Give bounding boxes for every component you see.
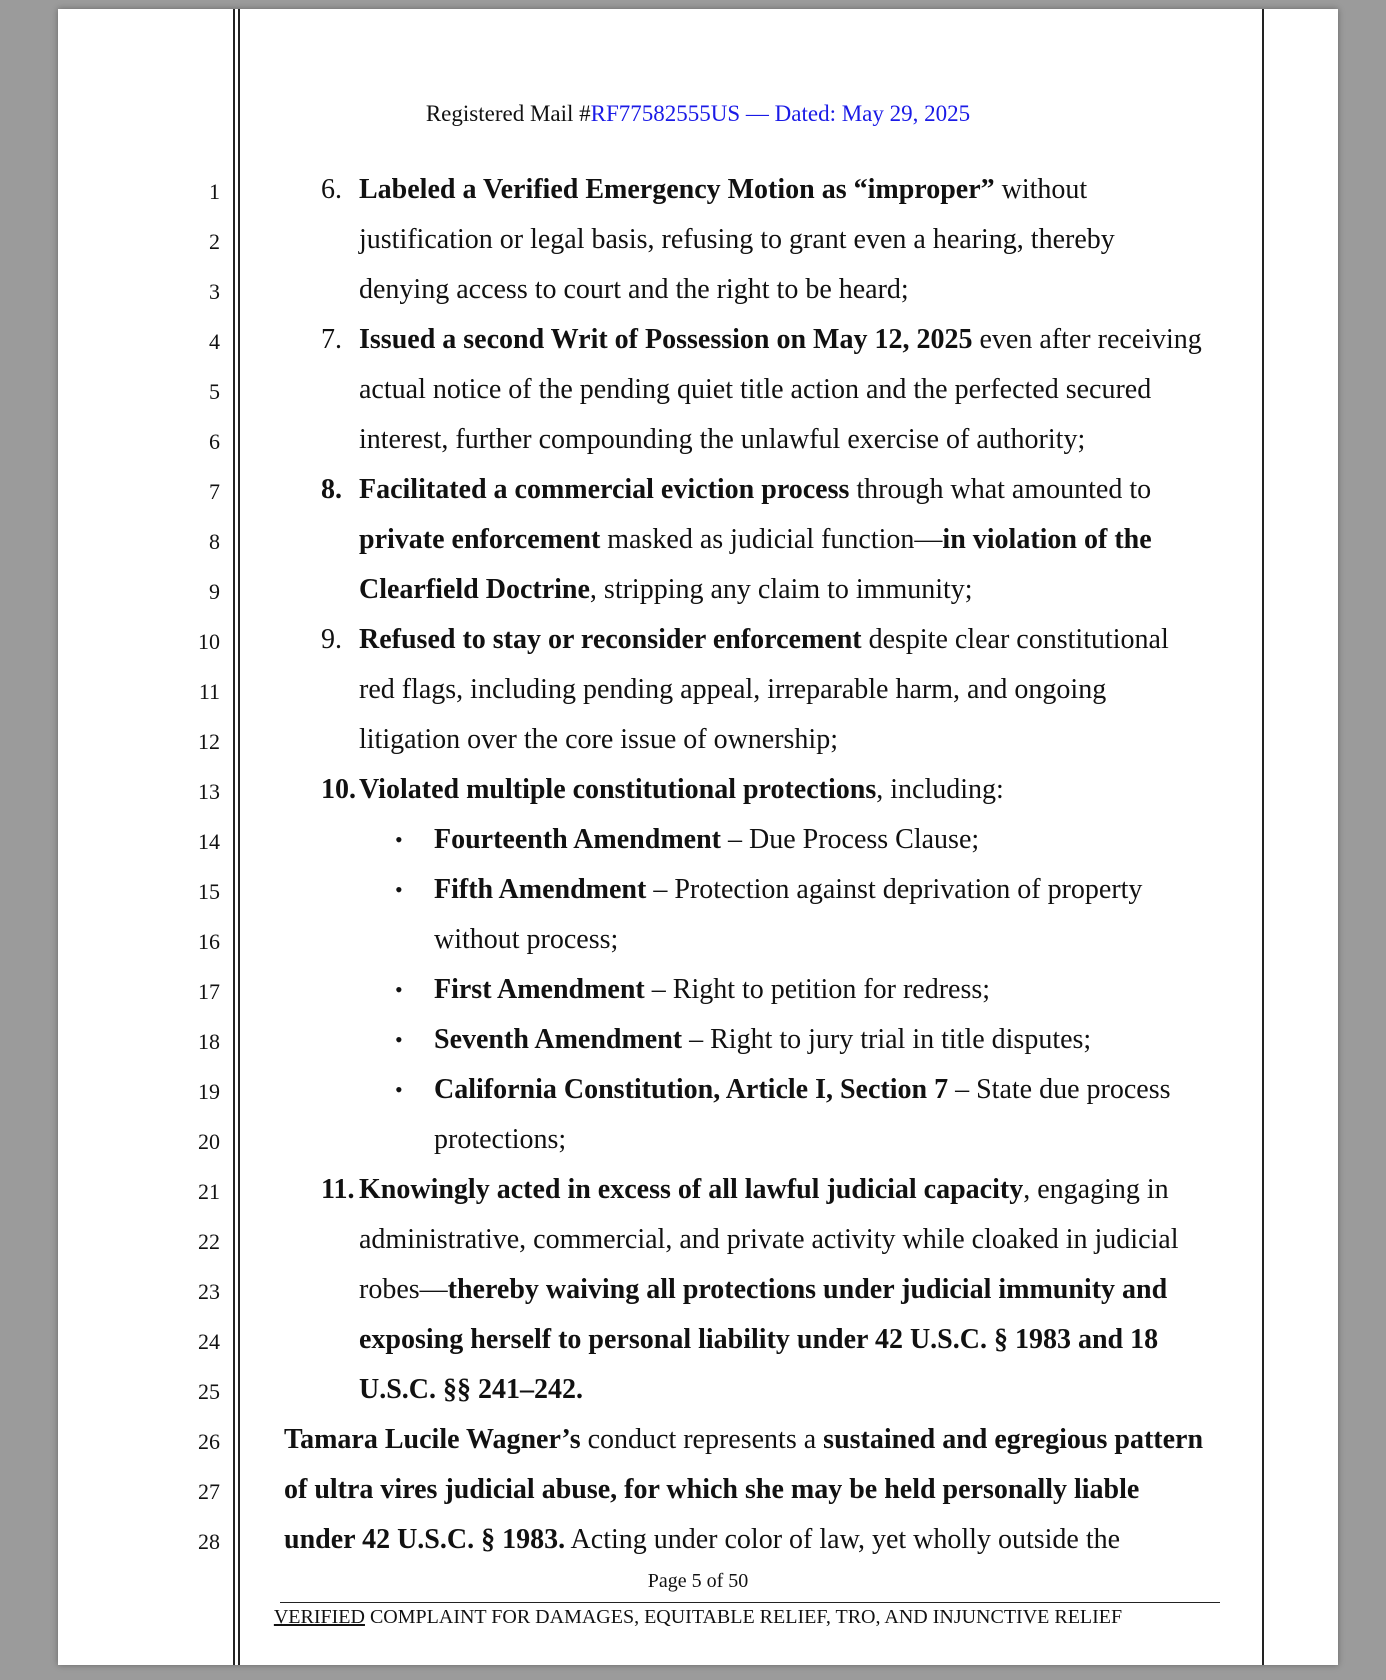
body-line-10: Refused to stay or reconsider enforcement despite clear constitutional — [359, 624, 1169, 655]
line-number: 8 — [209, 529, 220, 554]
margin-rule-left-1 — [233, 9, 235, 1665]
line-number: 11 — [198, 679, 220, 704]
body-line-8: private enforcement masked as judicial function—in violation of the — [359, 524, 1152, 555]
body-line-7: Facilitated a commercial eviction process through what amounted to — [359, 474, 1152, 505]
margin-rule-right — [1262, 9, 1264, 1665]
line-number: 6 — [209, 429, 220, 454]
bullet: • — [395, 1077, 403, 1102]
body-line-6: interest, further compounding the unlawful exercise of authority; — [359, 424, 1086, 455]
page-header — [58, 101, 1338, 127]
body-line-23: robes—thereby waiving all protections under judicial immunity and — [359, 1274, 1168, 1305]
line-number: 13 — [198, 779, 220, 804]
document-page — [58, 9, 1338, 1665]
line-number: 18 — [198, 1029, 220, 1054]
body-line-26: Tamara Lucile Wagner’s conduct represents a sustained and egregious pattern — [284, 1424, 1204, 1455]
line-number: 24 — [198, 1329, 220, 1354]
body-line-19: California Constitution, Article I, Section 7 – State due process — [434, 1074, 1171, 1105]
line-number: 26 — [198, 1429, 220, 1454]
line-number: 7 — [209, 479, 220, 504]
body-line-13: Violated multiple constitutional protections, including: — [359, 774, 1004, 805]
line-number: 28 — [198, 1529, 220, 1554]
line-number: 10 — [198, 629, 220, 654]
body-line-25: U.S.C. §§ 241–242. — [359, 1374, 584, 1405]
body-line-22: administrative, commercial, and private activity while cloaked in judicial — [359, 1224, 1179, 1255]
line-number: 9 — [209, 579, 220, 604]
line-number: 23 — [198, 1279, 220, 1304]
body-line-14: Fourteenth Amendment – Due Process Clause; — [434, 824, 980, 855]
bullet: • — [395, 827, 403, 852]
body-line-1: Labeled a Verified Emergency Motion as “improper” without — [359, 174, 1088, 205]
margin-rule-left-2 — [238, 9, 240, 1665]
item-number-11: 11. — [321, 1174, 355, 1205]
body-line-2: justification or legal basis, refusing to grant even a hearing, thereby — [359, 224, 1115, 255]
item-number-10: 10. — [321, 774, 356, 805]
item-number-6: 6. — [321, 174, 342, 205]
body-line-11: red flags, including pending appeal, irreparable harm, and ongoing — [359, 674, 1107, 705]
item-number-8: 8. — [321, 474, 342, 505]
bullet: • — [395, 1027, 403, 1052]
tracking-number: RF77582555US — Dated: May 29, 2025 — [590, 101, 971, 126]
line-number: 17 — [198, 979, 220, 1004]
item-number-7: 7. — [321, 324, 342, 355]
line-number: 21 — [198, 1179, 220, 1204]
bullet: • — [395, 977, 403, 1002]
footer-divider — [280, 1602, 1220, 1603]
line-number: 3 — [209, 279, 220, 304]
page-number: Page 5 of 50 — [647, 1570, 749, 1592]
line-number: 16 — [198, 929, 220, 954]
line-number: 5 — [209, 379, 220, 404]
bullet: • — [395, 877, 403, 902]
body-line-17: First Amendment – Right to petition for redress; — [434, 974, 991, 1005]
line-number: 2 — [209, 229, 220, 254]
line-number: 27 — [198, 1479, 220, 1504]
body-line-20: protections; — [434, 1124, 567, 1155]
line-number: 20 — [198, 1129, 220, 1154]
body-line-16: without process; — [434, 924, 619, 955]
line-number: 25 — [198, 1379, 220, 1404]
item-number-9: 9. — [321, 624, 342, 655]
body-line-3: denying access to court and the right to be heard; — [359, 274, 909, 305]
body-line-27: of ultra vires judicial abuse, for which she may be held personally liable — [284, 1474, 1140, 1505]
line-number: 22 — [198, 1229, 220, 1254]
line-number: 14 — [198, 829, 220, 854]
body-line-9: Clearfield Doctrine, stripping any claim to immunity; — [359, 574, 973, 605]
line-number: 15 — [198, 879, 220, 904]
document-title-footer: VERIFIED COMPLAINT FOR DAMAGES, EQUITABLE RELIEF, TRO, AND INJUNCTIVE RELIEF — [273, 1606, 1123, 1628]
body-line-5: actual notice of the pending quiet title action and the perfected secured — [359, 374, 1152, 405]
body-line-15: Fifth Amendment – Protection against deprivation of property — [434, 874, 1143, 905]
body-line-4: Issued a second Writ of Possession on May 12, 2025 even after receiving — [359, 324, 1202, 355]
body-line-28: under 42 U.S.C. § 1983. Acting under color of law, yet wholly outside the — [284, 1524, 1121, 1555]
body-line-18: Seventh Amendment – Right to jury trial in title disputes; — [434, 1024, 1092, 1055]
line-number: 19 — [198, 1079, 220, 1104]
body-line-24: exposing herself to personal liability under 42 U.S.C. § 1983 and 18 — [359, 1324, 1159, 1355]
line-number: 1 — [209, 179, 220, 204]
line-number: 12 — [198, 729, 220, 754]
line-number: 4 — [209, 329, 220, 354]
body-line-12: litigation over the core issue of ownership; — [359, 724, 838, 755]
body-line-21: Knowingly acted in excess of all lawful judicial capacity, engaging in — [359, 1174, 1169, 1205]
header-prefix: Registered Mail # — [425, 101, 591, 126]
